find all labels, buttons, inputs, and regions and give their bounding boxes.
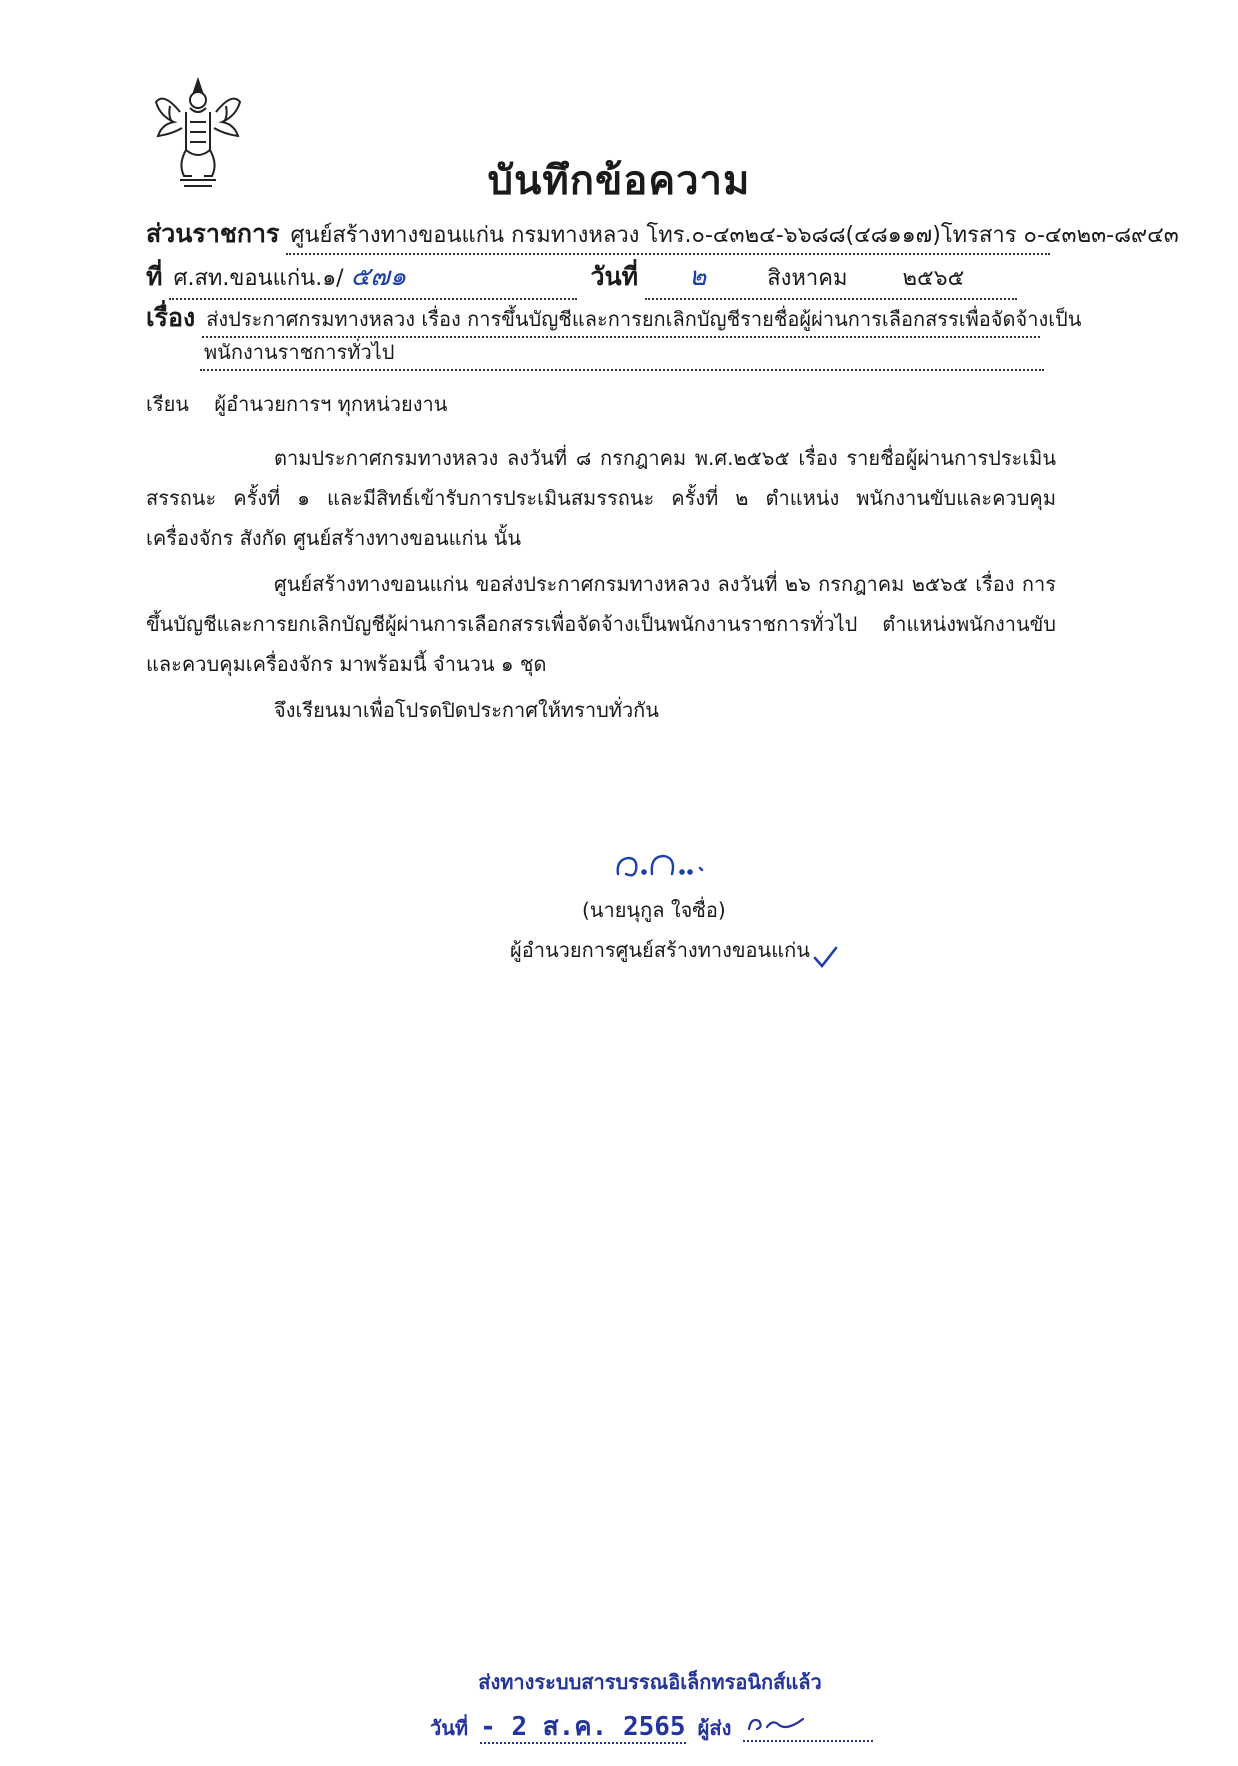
salutation: เรียน ผู้อำนวยการฯ ทุกหน่วยงาน [146, 392, 448, 416]
check-mark-icon [812, 944, 838, 970]
ref-number-handwritten: ๕๗๑ [350, 262, 407, 292]
date-year: ๒๕๖๕ [902, 266, 965, 291]
signer-position: ผู้อำนวยการศูนย์สร้างทางขอนแก่น [510, 938, 810, 962]
subject-label: เรื่อง [146, 303, 196, 332]
agency-value: ศูนย์สร้างทางขอนแก่น กรมทางหลวง โทร.๐-๔๓๒๔-๖๖๘๘(๔๘๑๑๗)โทรสาร ๐-๔๓๒๓-๘๙๔๓ [286, 217, 1050, 255]
subject-row [146, 298, 1082, 338]
date-day-handwritten: ๒ [689, 262, 707, 292]
date-field [645, 256, 1017, 300]
stamp-sender-signature [743, 1713, 873, 1742]
memo-title: บันทึกข้อความ [487, 158, 751, 204]
stamp-date-row [430, 1706, 840, 1747]
ref-date-row [146, 256, 1017, 300]
agency-label: ส่วนราชการ [146, 219, 280, 248]
date-label: วันที่ [590, 262, 639, 291]
signer-name: (นายนุกูล ใจซื่อ) [582, 898, 726, 922]
closing-line: จึงเรียนมาเพื่อโปรดปิดประกาศให้ทราบทั่วกัน [274, 698, 659, 722]
ref-field [169, 256, 577, 300]
agency-row [146, 214, 1179, 255]
date-month: สิงหาคม [767, 266, 848, 291]
stamp-date-label: วันที่ [430, 1716, 469, 1740]
handwritten-signature-icon [612, 848, 708, 884]
paragraph-2: ศูนย์สร้างทางขอนแก่น ขอส่งประกาศกรมทางหลวง ลงวันที่ ๒๖ กรกฎาคม ๒๕๖๕ เรื่อง การขึ้นบัญชีและการยกเลิกบัญชีผู้ผ่านการเลือกสรรเพื่อจัดจ้างเป็นพนักงานราชการทั่วไป ตำแหน่งพนักงานขับและควบคุมเครื่องจักร มาพร้อมนี้ จำนวน ๑ ชุด [146, 572, 1056, 676]
subject-line-1: ส่งประกาศกรมทางหลวง เรื่อง การขึ้นบัญชีและการยกเลิกบัญชีรายชื่อผู้ผ่านการเลือกสรรเพื่อจัดจ้างเป็น [202, 303, 1040, 338]
ref-value: ศ.สท.ขอนแก่น.๑/ [173, 266, 344, 291]
stamp-date-value: - 2 ส.ค. 2565 [480, 1712, 686, 1742]
ref-label: ที่ [146, 262, 163, 291]
paragraph-1: ตามประกาศกรมทางหลวง ลงวันที่ ๘ กรกฎาคม พ.ศ.๒๕๖๕ เรื่อง รายชื่อผู้ผ่านการประเมินสรรถนะ ครั้งที่ ๑ และมีสิทธ์เข้ารับการประเมินสมรรถนะ ครั้งที่ ๒ ตำแหน่ง พนักงานขับและควบคุมเครื่องจักร สังกัด ศูนย์สร้างทางขอนแก่น นั้น [146, 446, 1056, 550]
subject-line-2: พนักงานราชการทั่วไป [200, 336, 1044, 371]
stamp-heading: ส่งทางระบบสารบรรณอิเล็กทรอนิกส์แล้ว [478, 1670, 822, 1694]
dispatch-stamp [430, 1666, 840, 1747]
sender-initials-icon [743, 1713, 813, 1735]
stamp-sender-label: ผู้ส่ง [697, 1716, 732, 1740]
subject-row-2 [200, 336, 1044, 371]
